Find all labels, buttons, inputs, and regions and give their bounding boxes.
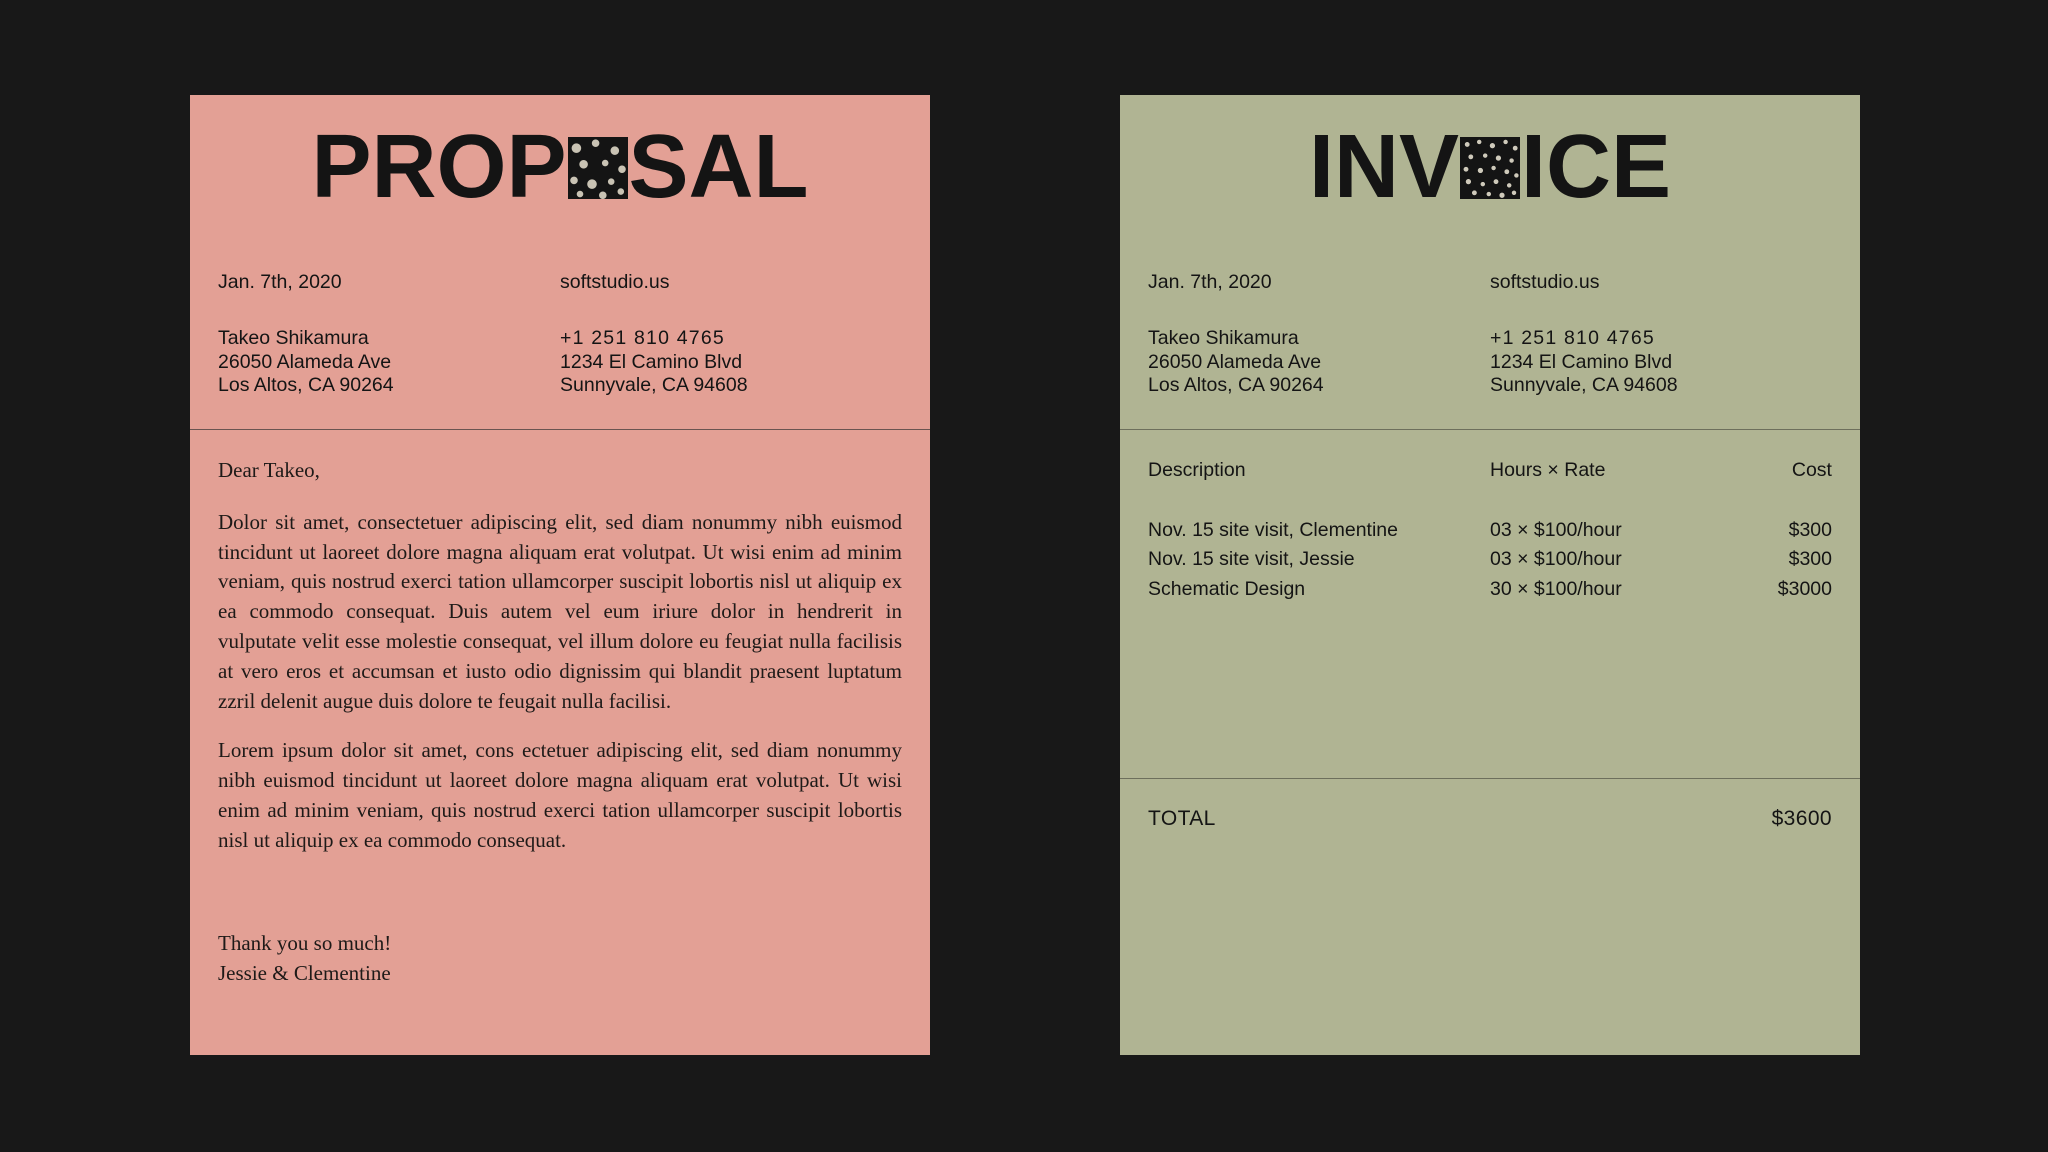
- table-row: [1148, 545, 1832, 575]
- proposal-recipient-line: 26050 Alameda Ave: [218, 350, 392, 373]
- proposal-recipient-line: Los Altos, CA 90264: [218, 374, 394, 397]
- invoice-recipient: [1148, 328, 1490, 395]
- proposal-sender-phone: +1 251 810 4765: [560, 327, 725, 350]
- cell-cost: $300: [1788, 548, 1832, 571]
- o-texture-block-icon: [568, 137, 628, 199]
- invoice-title: [1120, 95, 1860, 217]
- invoice-table-spacer: [1148, 604, 1832, 778]
- cell-cost: $300: [1788, 518, 1832, 541]
- o-texture-block-icon: [1460, 137, 1520, 199]
- invoice-recipient-line: Takeo Shikamura: [1148, 327, 1299, 350]
- total-value: $3600: [1771, 807, 1832, 831]
- proposal-title-after: SAL: [628, 117, 809, 217]
- proposal-title: [190, 95, 930, 217]
- invoice-document: [1120, 95, 1860, 1055]
- column-header-rate: Hours × Rate: [1490, 458, 1606, 481]
- proposal-meta-left: [218, 272, 560, 399]
- column-header-cost: Cost: [1791, 458, 1832, 481]
- invoice-sender: [1490, 328, 1832, 395]
- invoice-recipient-line: 26050 Alameda Ave: [1148, 350, 1322, 373]
- invoice-title-before: INV: [1308, 117, 1459, 217]
- invoice-sender-line: 1234 El Camino Blvd: [1490, 350, 1673, 373]
- proposal-meta-right: [560, 272, 902, 399]
- invoice-date: Jan. 7th, 2020: [1148, 271, 1272, 293]
- proposal-document: [190, 95, 930, 1055]
- proposal-sender-line: Sunnyvale, CA 94608: [560, 374, 748, 397]
- table-row: [1148, 575, 1832, 605]
- proposal-sender: [560, 328, 902, 395]
- invoice-sender-line: Sunnyvale, CA 94608: [1490, 374, 1678, 397]
- letter-paragraph: Lorem ipsum dolor sit amet, cons ectetuer adipiscing elit, sed diam nonummy nibh euismod tincidunt ut laoreet dolore magna aliquam erat volutpat. Ut wisi enim ad minim veniam, quis nostrud exerci tation ullamcorper suscipit lobortis nisl ut aliquip ex ea commodo consequat.: [218, 738, 902, 852]
- invoice-meta-right: [1490, 272, 1832, 399]
- invoice-meta-left: [1148, 272, 1490, 399]
- proposal-recipient-line: Takeo Shikamura: [218, 327, 369, 350]
- cell-description: Nov. 15 site visit, Jessie: [1148, 548, 1355, 571]
- invoice-website[interactable]: softstudio.us: [1490, 271, 1600, 293]
- proposal-letter-body: [190, 430, 930, 989]
- cell-rate: 30 × $100/hour: [1490, 577, 1622, 600]
- proposal-website[interactable]: softstudio.us: [560, 271, 670, 293]
- invoice-total: [1120, 779, 1860, 831]
- invoice-sender-phone: +1 251 810 4765: [1490, 327, 1655, 350]
- proposal-recipient: [218, 328, 560, 395]
- invoice-table-header: [1148, 456, 1832, 486]
- total-label: TOTAL: [1148, 807, 1216, 831]
- letter-closing: Thank you so much!: [218, 930, 392, 955]
- table-row: [1148, 516, 1832, 546]
- letter-paragraph: Dolor sit amet, consectetuer adipiscing elit, sed diam nonummy nibh euismod tincidunt ut laoreet dolore magna aliquam erat volutpat. Ut wisi enim ad minim veniam, quis nostrud exerci tation ullamcorper suscipit lobortis nisl ut aliquip ex ea commodo consequat. Duis autem vel eum iriure dolor in hendrerit in vulputate velit esse molestie consequat, vel illum dolore eu feugiat nulla facilisis at vero eros et accumsan et iusto odio dignissim qui blandit praesent luptatum zzril delenit augue duis dolore te feugait nulla facilisi.: [218, 509, 902, 713]
- cell-description: Nov. 15 site visit, Clementine: [1148, 518, 1398, 541]
- invoice-line-items-table: [1120, 430, 1860, 779]
- letter-signature: Jessie & Clementine: [218, 961, 391, 986]
- cell-rate: 03 × $100/hour: [1490, 548, 1622, 571]
- proposal-title-before: PROP: [311, 117, 567, 217]
- cell-cost: $3000: [1777, 577, 1832, 600]
- cell-rate: 03 × $100/hour: [1490, 518, 1622, 541]
- proposal-date: Jan. 7th, 2020: [218, 271, 342, 293]
- column-header-description: Description: [1148, 458, 1246, 481]
- proposal-sender-line: 1234 El Camino Blvd: [560, 350, 743, 373]
- cell-description: Schematic Design: [1148, 577, 1306, 600]
- letter-salutation: Dear Takeo,: [218, 457, 320, 482]
- invoice-meta: [1148, 272, 1832, 399]
- invoice-recipient-line: Los Altos, CA 90264: [1148, 374, 1324, 397]
- letter-signoff: [218, 928, 902, 989]
- invoice-title-after: ICE: [1521, 117, 1672, 217]
- proposal-meta: [218, 272, 902, 399]
